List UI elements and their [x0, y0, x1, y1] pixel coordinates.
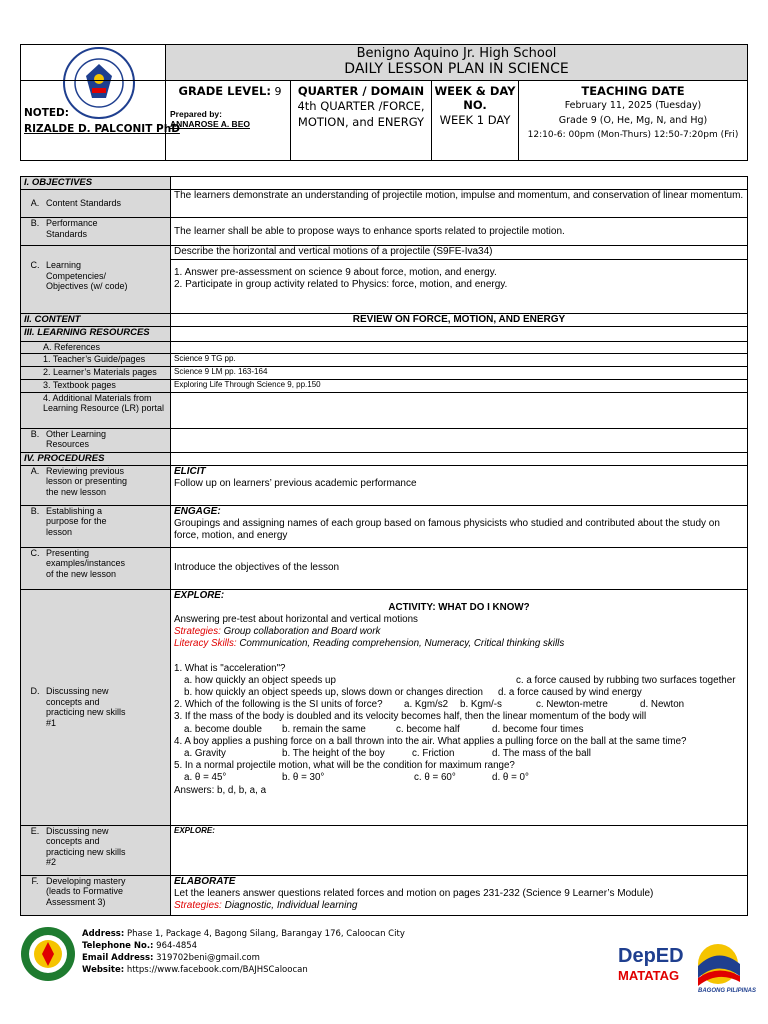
procedure-a-label-cell [21, 465, 171, 505]
key-pd: D. [30, 686, 40, 696]
procedure-d-content [171, 589, 748, 825]
competencies-label-cell [21, 246, 171, 314]
q5-option-d: d. θ = 0° [492, 772, 529, 784]
q4-option-a: a. Gravity [184, 747, 226, 759]
key-pa: A. [30, 465, 40, 476]
objectives-list [171, 260, 748, 314]
quarter-domain-cell [291, 81, 432, 161]
q5-option-a: a. θ = 45° [184, 772, 227, 784]
content-standards-text: The learners demonstrate an understanding of projectile motion, impulse and momentum, and conservation of linear momentum. [171, 190, 748, 218]
other-resources-label: Other Learning Resources [46, 428, 107, 449]
learners-materials-text: Science 9 LM pp. 163-164 [171, 366, 748, 379]
plan-title: DAILY LESSON PLAN IN SCIENCE [344, 61, 569, 77]
key-c: C. [30, 260, 40, 270]
strategies-text: Group collaboration and Board work [223, 626, 381, 638]
noted-cell [21, 81, 180, 161]
q1-option-b: b. how quickly an object speeds up, slows down or changes direction [184, 686, 483, 698]
grade-level-value: 9 [274, 85, 282, 98]
q4-option-c: c. Friction [412, 747, 455, 759]
elaborate-title: ELABORATE [174, 875, 236, 887]
school-name: Benigno Aquino Jr. High School [356, 46, 557, 61]
textbook-text: Exploring Life Through Science 9, pp.150 [171, 379, 748, 392]
competencies-label: Learning Competencies/ Objectives (w/ code) [46, 260, 128, 291]
grade-level-label: GRADE LEVEL: [178, 84, 271, 98]
noted-label: NOTED: [24, 107, 69, 119]
content-standards-label-cell [21, 190, 171, 218]
procedure-b-label: Establishing a purpose for the lesson [46, 505, 107, 537]
elicit-title: ELICIT [174, 465, 206, 477]
competency-code-text: Describe the horizontal and vertical motions of a projectile (S9FE-Iva34) [171, 246, 748, 260]
other-resources-label-cell [21, 428, 171, 452]
key-b: B. [30, 218, 40, 228]
svg-text:DepED: DepED [618, 945, 684, 967]
week-day-cell [432, 81, 519, 161]
q2-option-c: c. Newton-metre [536, 699, 608, 711]
strategies-label: Strategies: [174, 626, 221, 638]
week-value: WEEK 1 DAY [439, 113, 511, 127]
teaching-grade-value: Grade 9 (O, He, Mg, N, and Hg) [558, 115, 708, 126]
procedure-e-content [171, 825, 748, 875]
lesson-plan-body [20, 176, 748, 916]
question-1: 1. What is "acceleration"? [174, 662, 286, 674]
week-label: WEEK & DAY NO. [434, 84, 516, 112]
f-strategies-label: Strategies: [174, 899, 222, 911]
literacy-text: Communication, Reading comprehension, Numeracy, Critical thinking skills [239, 638, 565, 650]
q4-option-d: d. The mass of the ball [492, 747, 591, 759]
elicit-text: Follow up on learners’ previous academic performance [174, 477, 417, 489]
lesson-plan-header [20, 44, 748, 161]
engage-text: Groupings and assigning names of each group based on famous physicists who studied and contributed about the study on force, motion, and energy [174, 517, 720, 541]
objective-item-2: 2. Participate in group activity related to Physics: force, motion, and energy. [174, 279, 508, 290]
quarter-label: QUARTER / DOMAIN [297, 84, 425, 98]
key-pe: E. [30, 825, 40, 836]
address-label: Address: [82, 929, 125, 939]
engage-title: ENGAGE: [174, 505, 221, 517]
svg-text:MATATAG: MATATAG [618, 968, 680, 983]
q3-option-a: a. become double [184, 723, 262, 735]
email-label: Email Address: [82, 953, 154, 963]
q3-option-d: d. become four times [492, 723, 584, 735]
procedure-c-label-cell [21, 547, 171, 589]
email-text: 319702beni@gmail.com [156, 953, 260, 963]
footer [20, 924, 757, 1004]
key-b2: B. [30, 428, 40, 439]
footer-contact [82, 928, 405, 976]
teaching-date-cell [519, 81, 748, 161]
procedure-a-content [171, 465, 748, 505]
performance-standards-label-cell [21, 218, 171, 246]
answer-key: Answers: b, d, b, a, a [174, 784, 267, 796]
teaching-date-label: TEACHING DATE [581, 84, 685, 98]
q3-option-c: c. become half [396, 723, 460, 735]
procedure-f-label: Developing mastery (leads to Formative Assessment 3) [46, 875, 126, 907]
phone-label: Telephone No.: [82, 941, 154, 951]
q5-option-c: c. θ = 60° [414, 772, 456, 784]
procedure-b-content [171, 505, 748, 547]
school-seal-logo [20, 926, 76, 982]
procedure-c-label: Presenting examples/instances of the new lesson [46, 547, 126, 579]
teachers-guide-text: Science 9 TG pp. [171, 353, 748, 366]
performance-standards-label: Performance Standards [46, 218, 98, 239]
explore-2-title: EXPLORE: [174, 825, 215, 835]
q2-option-b: b. Kgm/-s [460, 699, 502, 711]
procedure-c-text: Introduce the objectives of the lesson [171, 547, 748, 589]
resources-heading: III. LEARNING RESOURCES [21, 327, 171, 342]
procedure-e-label-cell [21, 825, 171, 875]
activity-title: ACTIVITY: WHAT DO I KNOW? [388, 601, 530, 613]
svg-text:BAGONG PILIPINAS: BAGONG PILIPINAS [698, 988, 757, 994]
learners-materials-label: 2. Learner’s Materials pages [21, 366, 171, 379]
q2-option-a: a. Kgm/s2 [404, 699, 449, 711]
procedure-e-label: Discussing new concepts and practicing new skills #2 [46, 825, 126, 867]
additional-materials-label: 4. Additional Materials from Learning Resource (LR) portal [21, 392, 171, 428]
address-text: Phase 1, Package 4, Bagong Silang, Barangay 176, Caloocan City [126, 929, 405, 939]
key-pc: C. [30, 547, 40, 558]
f-strategies-text: Diagnostic, Individual learning [224, 899, 358, 911]
noted-name: RIZALDE D. PALCONIT PhD [24, 123, 180, 135]
key-pb: B. [30, 505, 40, 516]
explore-intro: Answering pre-test about horizontal and vertical motions [174, 613, 418, 625]
elaborate-text: Let the leaners answer questions related forces and motion on pages 231-232 (Science 9 Learner’s Module) [174, 887, 654, 899]
procedure-b-label-cell [21, 505, 171, 547]
website-label: Website: [82, 965, 125, 975]
teachers-guide-label: 1. Teacher’s Guide/pages [21, 353, 171, 366]
question-4: 4. A boy applies a pushing force on a ball thrown into the air. What applies a pulling force on the ball at the same time? [174, 735, 687, 747]
procedure-d-label: Discussing new concepts and practicing new skills #1 [46, 686, 126, 728]
objectives-heading: I. OBJECTIVES [21, 177, 171, 190]
prepared-by-label: Prepared by: [170, 109, 222, 119]
content-standards-label: Content Standards [46, 198, 122, 208]
procedure-d-label-cell [21, 589, 171, 825]
q5-option-b: b. θ = 30° [282, 772, 325, 784]
question-5: 5. In a normal projectile motion, what will be the condition for maximum range? [174, 760, 515, 772]
grade-level-cell [166, 81, 291, 161]
q1-option-c: c. a force caused by rubbing two surfaces together [516, 674, 736, 686]
quarter-value: 4th QUARTER /FORCE, MOTION, and ENERGY [297, 99, 425, 129]
q1-option-a: a. how quickly an object speeds up [184, 674, 336, 686]
teaching-date-value: February 11, 2025 (Tuesday) [564, 100, 702, 111]
website-link[interactable]: https://www.facebook.com/BAJHSCaloocan [126, 965, 308, 975]
objective-item-1: 1. Answer pre-assessment on science 9 about force, motion, and energy. [174, 267, 497, 278]
key-a: A. [30, 198, 40, 208]
q1-option-d: d. a force caused by wind energy [498, 686, 642, 698]
references-label: A. References [21, 342, 171, 354]
key-pf: F. [31, 875, 39, 886]
procedure-a-label: Reviewing previous lesson or presenting the new lesson [46, 465, 128, 497]
textbook-label: 3. Textbook pages [21, 379, 171, 392]
content-heading: II. CONTENT [21, 314, 171, 327]
phone-text: 964-4854 [156, 941, 198, 951]
explore-title: EXPLORE: [174, 589, 225, 601]
q3-option-b: b. remain the same [282, 723, 366, 735]
deped-matatag-logo [614, 936, 757, 994]
performance-standards-text: The learner shall be able to propose ways to enhance sports related to projectile motion. [171, 218, 748, 246]
teaching-time-value: 12:10-6: 00pm (Mon-Thurs) 12:50-7:20pm (Fri) [527, 130, 739, 140]
procedure-f-content [171, 875, 748, 915]
school-title-block [166, 45, 748, 81]
q4-option-b: b. The height of the boy [282, 747, 385, 759]
question-2: 2. Which of the following is the SI units of force? [174, 699, 383, 711]
procedure-f-label-cell [21, 875, 171, 915]
q2-option-d: d. Newton [640, 699, 685, 711]
prepared-by-name: ANNAROSE A. BEO [170, 119, 250, 129]
literacy-label: Literacy Skills: [174, 638, 237, 650]
question-3: 3. If the mass of the body is doubled and its velocity becomes half, then the linear momentum of the body will [174, 711, 647, 723]
procedures-heading: IV. PROCEDURES [21, 452, 171, 465]
content-text: REVIEW ON FORCE, MOTION, AND ENERGY [171, 314, 748, 327]
